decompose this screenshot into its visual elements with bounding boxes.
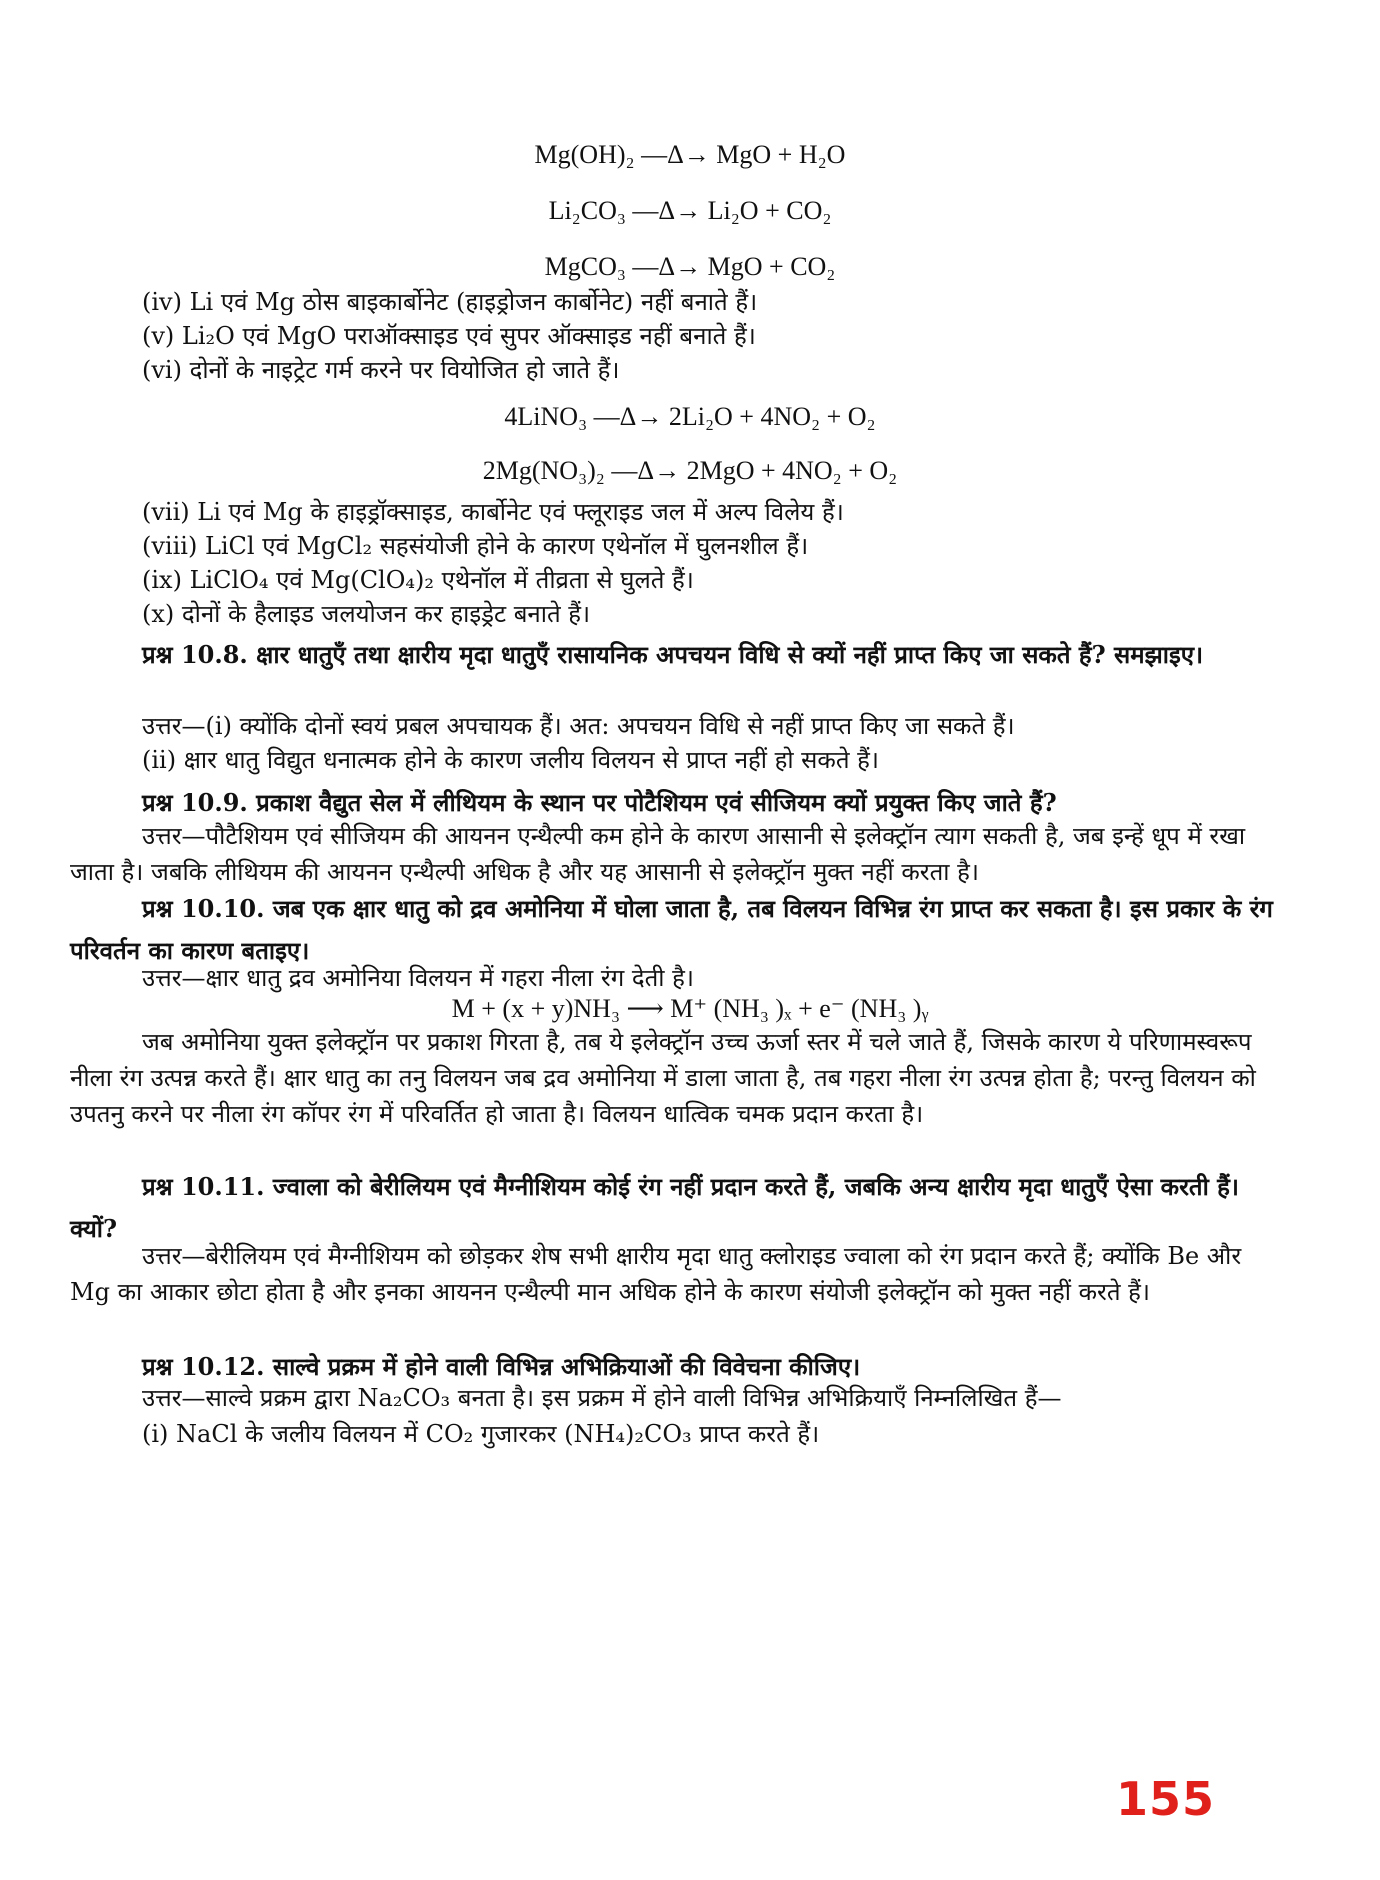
- equation-mgno3: 2Mg(NO₃)₂ —Δ→ 2MgO + 4NO₂ + O₂: [482, 456, 898, 485]
- page-number: 155: [1115, 1772, 1215, 1826]
- answer-10-10-body: जब अमोनिया युक्त इलेक्ट्रॉन पर प्रकाश गिरता है, तब ये इलेक्ट्रॉन उच्च ऊर्जा स्तर में चले जाते हैं, जिसके कारण ये परिणामस्वरूप नीला रंग उत्पन्न करते हैं। क्षार धातु का तनु विलयन जब द्रव अमोनिया में डाला जाता है, तब गहरा नीला रंग उत्पन्न होता है; परन्तु विलयन को उपतनु करने पर नीला रंग कॉपर रंग में परिवर्तित हो जाता है। विलयन धात्विक चमक प्रदान करता है।: [70, 1028, 1256, 1128]
- point-viii: (viii) LiCl एवं MgCl₂ सहसंयोजी होने के कारण एथेनॉल में घुलनशील हैं।: [142, 532, 809, 560]
- point-iv: (iv) Li एवं Mg ठोस बाइकार्बोनेट (हाइड्रोजन कार्बोनेट) नहीं बनाते हैं।: [142, 288, 758, 316]
- answer-10-11: उत्तर—बेरीलियम एवं मैग्नीशियम को छोड़कर शेष सभी क्षारीय मृदा धातु क्लोराइड ज्वाला को रंग प्रदान करते हैं; क्योंकि Be और Mg का आकार छोटा होता है और इनका आयनन एन्थैल्पी मान अधिक होने के कारण संयोजी इलेक्ट्रॉन को मुक्त नहीं करते हैं।: [70, 1242, 1242, 1306]
- question-10-12: प्रश्न 10.12. साल्वे प्रक्रम में होने वाली विभिन्न अभिक्रियाओं की विवेचना कीजिए।: [142, 1352, 861, 1381]
- question-10-8: प्रश्न 10.8. क्षार धातुएँ तथा क्षारीय मृदा धातुएँ रासायनिक अपचयन विधि से क्यों नहीं प्राप्त किए जा सकते हैं? समझाइए।: [142, 640, 1204, 669]
- answer-10-8-ii: (ii) क्षार धातु विद्युत धनात्मक होने के कारण जलीय विलयन से प्राप्त नहीं हो सकते हैं।: [142, 746, 879, 774]
- point-v: (v) Li₂O एवं MgO पराऑक्साइड एवं सुपर ऑक्साइड नहीं बनाते हैं।: [142, 322, 756, 350]
- answer-10-10-intro: उत्तर—क्षार धातु द्रव अमोनिया विलयन में गहरा नीला रंग देती है।: [142, 964, 694, 992]
- point-ix: (ix) LiClO₄ एवं Mg(ClO₄)₂ एथेनॉल में तीव्रता से घुलते हैं।: [142, 566, 694, 594]
- point-x: (x) दोनों के हैलाइड जलयोजन कर हाइड्रेट बनाते हैं।: [142, 600, 591, 628]
- point-vi: (vi) दोनों के नाइट्रेट गर्म करने पर वियोजित हो जाते हैं।: [142, 356, 620, 384]
- point-vii: (vii) Li एवं Mg के हाइड्रॉक्साइड, कार्बोनेट एवं फ्लूराइड जल में अल्प विलेय हैं।: [142, 498, 844, 526]
- equation-mgoh2: Mg(OH)₂ —Δ→ MgO + H₂O: [534, 140, 846, 169]
- question-10-9: प्रश्न 10.9. प्रकाश वैद्युत सेल में लीथियम के स्थान पर पोटैशियम एवं सीजियम क्यों प्रयुक्त किए जाते हैं?: [142, 788, 1057, 817]
- answer-10-12-intro: उत्तर—साल्वे प्रक्रम द्वारा Na₂CO₃ बनता है। इस प्रक्रम में होने वाली विभिन्न अभिक्रियाएँ निम्नलिखित हैं—: [142, 1384, 1062, 1412]
- equation-lino3: 4LiNO₃ —Δ→ 2Li₂O + 4NO₂ + O₂: [504, 402, 876, 431]
- equation-ammonia: M + (x + y)NH₃ ⟶ M⁺ (NH₃ )ₓ + e⁻ (NH₃ )ᵧ: [451, 994, 929, 1023]
- question-10-11: प्रश्न 10.11. ज्वाला को बेरीलियम एवं मैग्नीशियम कोई रंग नहीं प्रदान करते हैं, जबकि अन्य क्षारीय मृदा धातुएँ ऐसा करती हैं। क्यों?: [70, 1172, 1240, 1243]
- equation-li2co3: Li₂CO₃ —Δ→ Li₂O + CO₂: [548, 196, 832, 225]
- answer-10-9: उत्तर—पौटैशियम एवं सीजियम की आयनन एन्थैल्पी कम होने के कारण आसानी से इलेक्ट्रॉन त्याग सकती है, जब इन्हें धूप में रखा जाता है। जबकि लीथियम की आयनन एन्थैल्पी अधिक है और यह आसानी से इलेक्ट्रॉन मुक्त नहीं करता है।: [70, 822, 1246, 886]
- answer-10-12-i: (i) NaCl के जलीय विलयन में CO₂ गुजारकर (NH₄)₂CO₃ प्राप्त करते हैं।: [142, 1420, 820, 1448]
- equation-mgco3: MgCO₃ —Δ→ MgO + CO₂: [544, 252, 836, 281]
- question-10-10: प्रश्न 10.10. जब एक क्षार धातु को द्रव अमोनिया में घोला जाता है, तब विलयन विभिन्न रंग प्राप्त कर सकता है। इस प्रकार के रंग परिवर्तन का कारण बताइए।: [70, 894, 1273, 965]
- answer-10-8-i: उत्तर—(i) क्योंकि दोनों स्वयं प्रबल अपचायक हैं। अत: अपचयन विधि से नहीं प्राप्त किए जा सकते हैं।: [142, 712, 1015, 740]
